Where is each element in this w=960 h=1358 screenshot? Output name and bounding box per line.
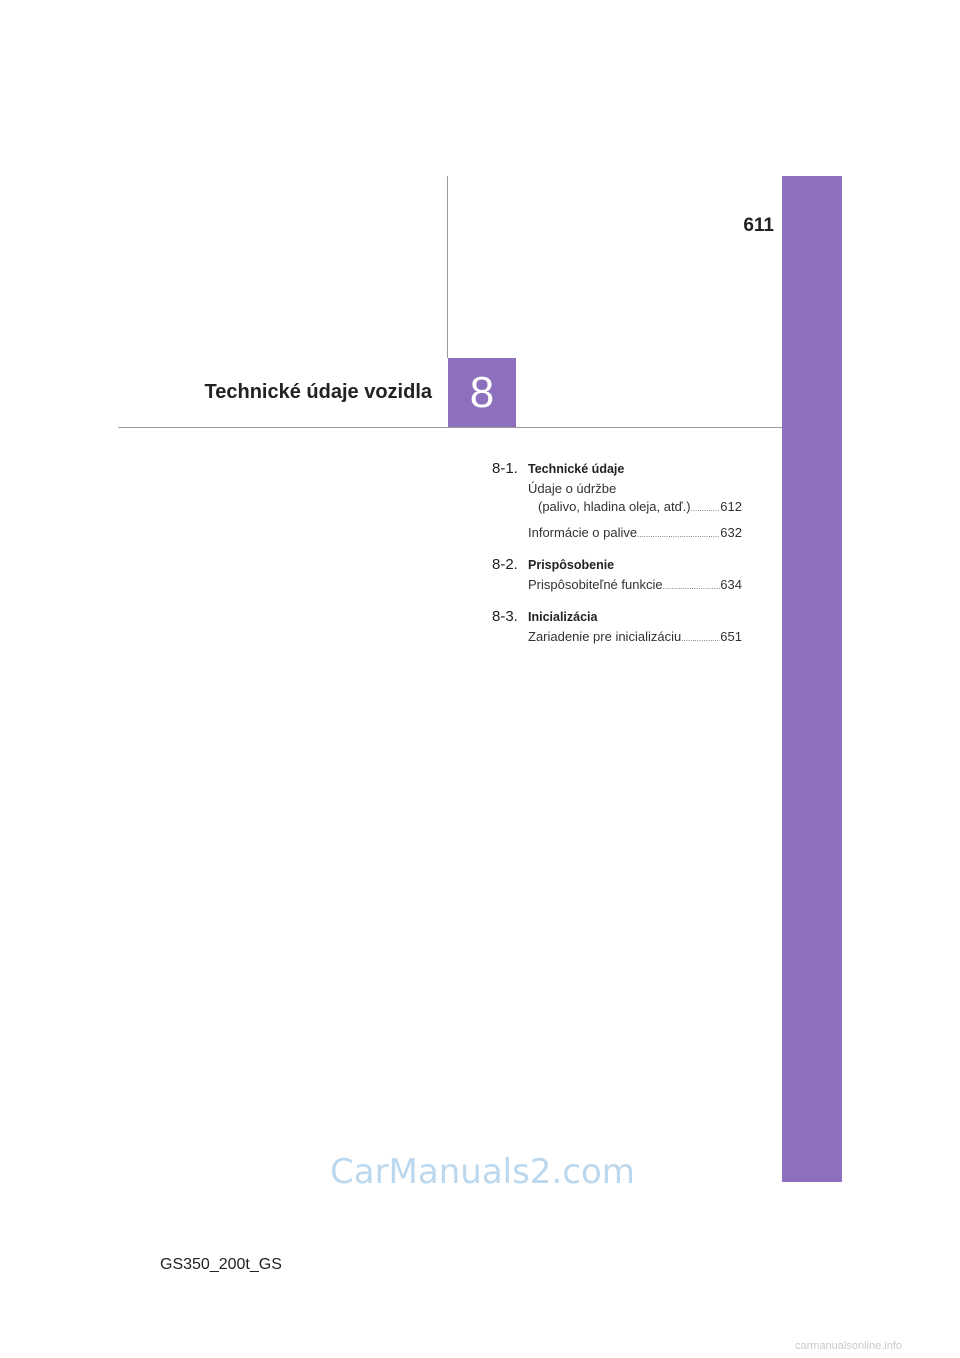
watermark: CarManuals2.com xyxy=(330,1152,635,1192)
entry-page: 612 xyxy=(720,499,742,514)
entry-label: Informácie o palive xyxy=(528,525,638,540)
footer-model-code: GS350_200t_GS xyxy=(160,1256,282,1273)
toc-section-8-1 xyxy=(492,458,742,544)
chapter-number: 8 xyxy=(469,367,495,417)
entry-label: Prispôsobiteľné funkcie xyxy=(528,577,663,592)
section-title: Technické údaje xyxy=(528,462,625,476)
toc-entry-customizable-features[interactable] xyxy=(528,576,742,596)
chapter-title: Technické údaje vozidla xyxy=(204,381,432,403)
toc-section-8-2 xyxy=(492,554,742,596)
horizontal-rule xyxy=(118,427,782,428)
entry-page: 651 xyxy=(720,629,742,644)
section-number: 8-3. xyxy=(492,608,518,625)
leader-dots xyxy=(691,500,721,518)
entry-label: Zariadenie pre inicializáciu xyxy=(528,629,682,644)
chapter-number-box xyxy=(448,358,516,427)
section-number: 8-1. xyxy=(492,460,518,477)
vertical-rule xyxy=(447,176,448,358)
leader-dots xyxy=(637,526,720,544)
section-title: Prispôsobenie xyxy=(528,558,615,572)
section-title: Inicializácia xyxy=(528,610,598,624)
entry-label: Údaje o údržbe xyxy=(528,481,617,496)
toc-entry-maintenance-data[interactable] xyxy=(528,480,742,518)
page-number: 611 xyxy=(743,215,774,236)
toc-entry-fuel-info[interactable] xyxy=(528,524,742,544)
leader-dots xyxy=(663,578,721,596)
entry-page: 632 xyxy=(720,525,742,540)
leader-dots xyxy=(681,630,720,648)
entry-label-continued: (palivo, hladina oleja, atď.) xyxy=(538,499,691,514)
section-number: 8-2. xyxy=(492,556,518,573)
toc-entry-initialization[interactable] xyxy=(528,628,742,648)
chapter-side-tab xyxy=(782,176,842,1182)
footer-site-watermark: carmanualsonline.info xyxy=(795,1340,903,1352)
table-of-contents xyxy=(492,458,742,648)
toc-section-8-3 xyxy=(492,606,742,648)
entry-page: 634 xyxy=(720,577,742,592)
